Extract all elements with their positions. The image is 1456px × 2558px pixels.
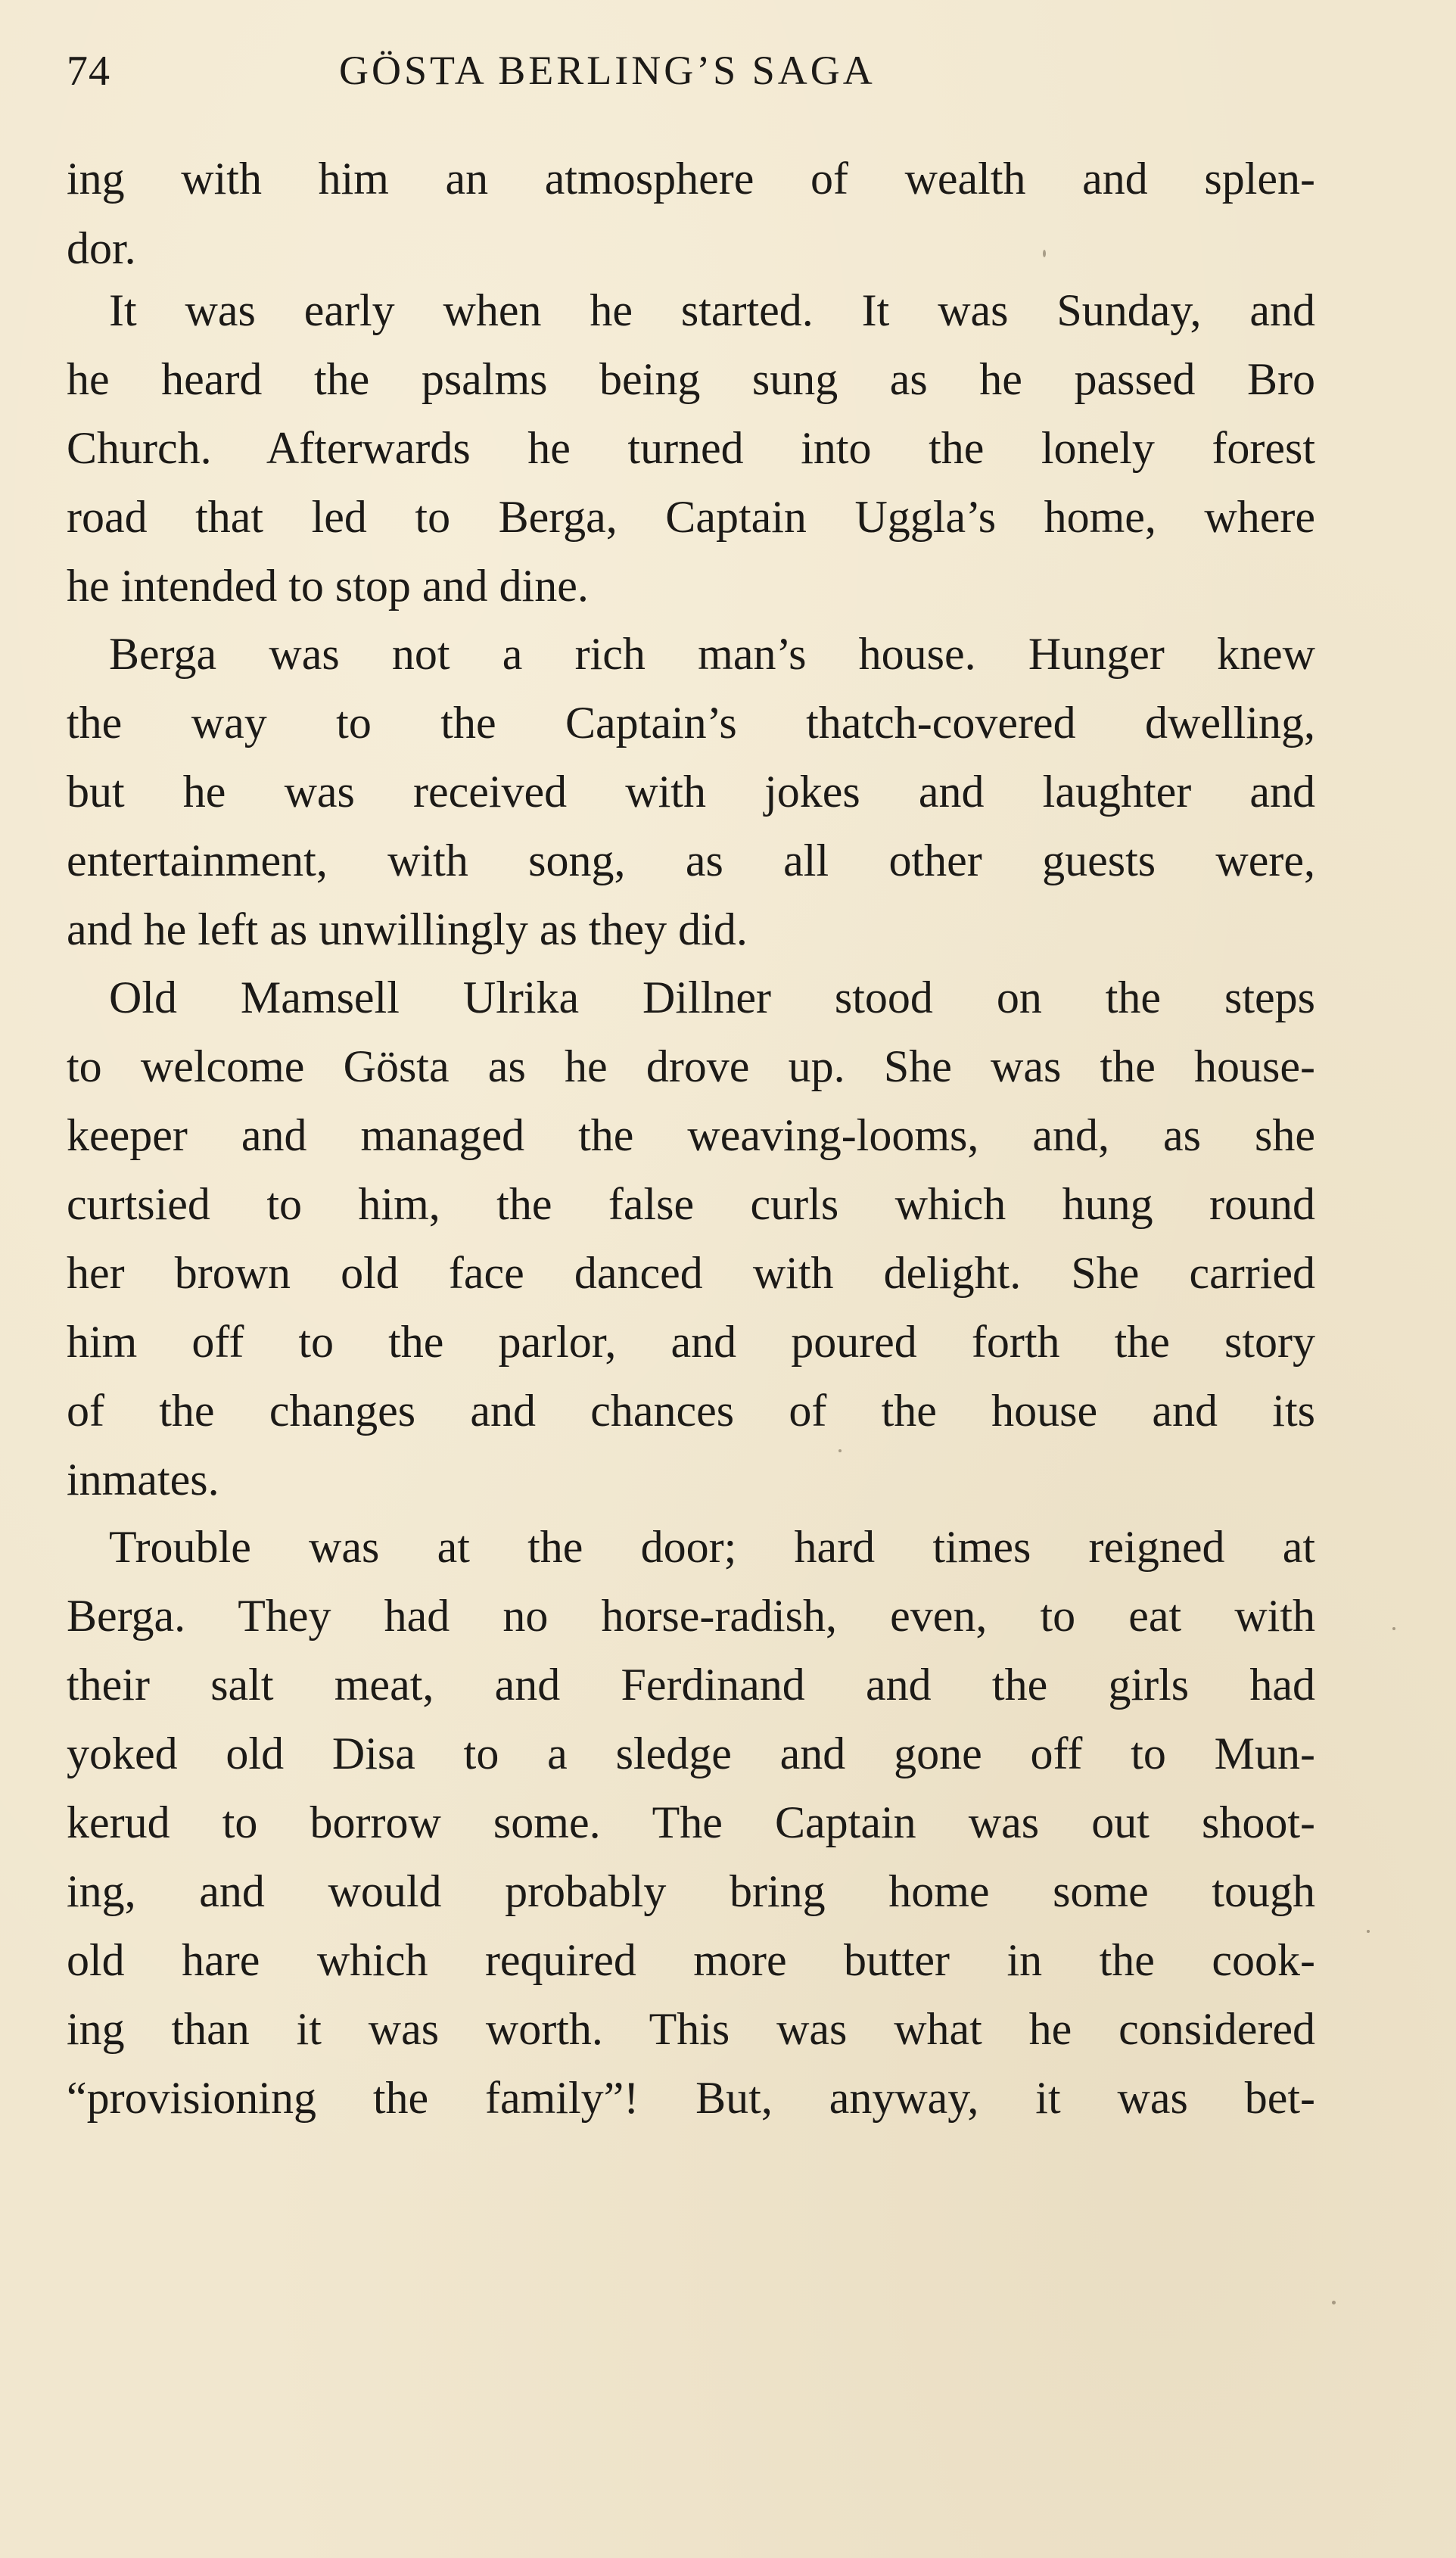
paper-speck	[1392, 1627, 1395, 1630]
text-line: and he left as unwillingly as they did.	[67, 904, 748, 954]
text-line: Old Mamsell Ulrika Dillner stood on the steps	[109, 972, 1315, 1022]
text-line: her brown old face danced with delight. She carried	[67, 1248, 1315, 1298]
text-line: dor.	[67, 223, 136, 273]
book-title: GÖSTA BERLING’S SAGA	[339, 48, 876, 93]
text-line: their salt meat, and Ferdinand and the girls had	[67, 1660, 1315, 1710]
text-line: It was early when he started. It was Sunday, and	[109, 285, 1315, 335]
paper-speck	[1367, 1930, 1370, 1933]
text-line: keeper and managed the weaving-looms, and, as she	[67, 1110, 1315, 1160]
text-line: old hare which required more butter in the cook-	[67, 1935, 1315, 1985]
text-line: he heard the psalms being sung as he passed Bro	[67, 354, 1315, 404]
text-line: Trouble was at the door; hard times reigned at	[109, 1522, 1315, 1572]
text-line: of the changes and chances of the house and its	[67, 1386, 1315, 1436]
page-number: 74	[67, 48, 110, 95]
text-line: ing with him an atmosphere of wealth and splen-	[67, 154, 1315, 204]
text-line: Berga. They had no horse-radish, even, to eat with	[67, 1591, 1315, 1641]
text-line: the way to the Captain’s thatch-covered dwelling,	[67, 698, 1315, 748]
text-line: him off to the parlor, and poured forth the story	[67, 1317, 1315, 1367]
text-line: road that led to Berga, Captain Uggla’s home, where	[67, 492, 1315, 542]
text-line: Church. Afterwards he turned into the lonely forest	[67, 423, 1315, 473]
text-line: inmates.	[67, 1455, 219, 1505]
text-line: but he was received with jokes and laughter and	[67, 767, 1315, 817]
running-head	[67, 47, 1050, 115]
text-line: yoked old Disa to a sledge and gone off to Mun-	[67, 1729, 1315, 1778]
paper-speck	[1332, 2301, 1336, 2304]
text-line: ing, and would probably bring home some tough	[67, 1866, 1315, 1916]
text-line: ing than it was worth. This was what he considered	[67, 2004, 1315, 2054]
paper-speck	[838, 1449, 842, 1452]
text-line: curtsied to him, the false curls which hung round	[67, 1179, 1315, 1229]
paper-speck	[1043, 250, 1046, 257]
text-line: kerud to borrow some. The Captain was out shoot-	[67, 1797, 1315, 1847]
text-line: Berga was not a rich man’s house. Hunger knew	[109, 629, 1315, 679]
text-line: he intended to stop and dine.	[67, 561, 589, 611]
text-line: “provisioning the family”! But, anyway, it was bet-	[67, 2073, 1315, 2123]
text-line: entertainment, with song, as all other guests were,	[67, 836, 1315, 885]
text-line: to welcome Gösta as he drove up. She was the house-	[67, 1041, 1315, 1091]
